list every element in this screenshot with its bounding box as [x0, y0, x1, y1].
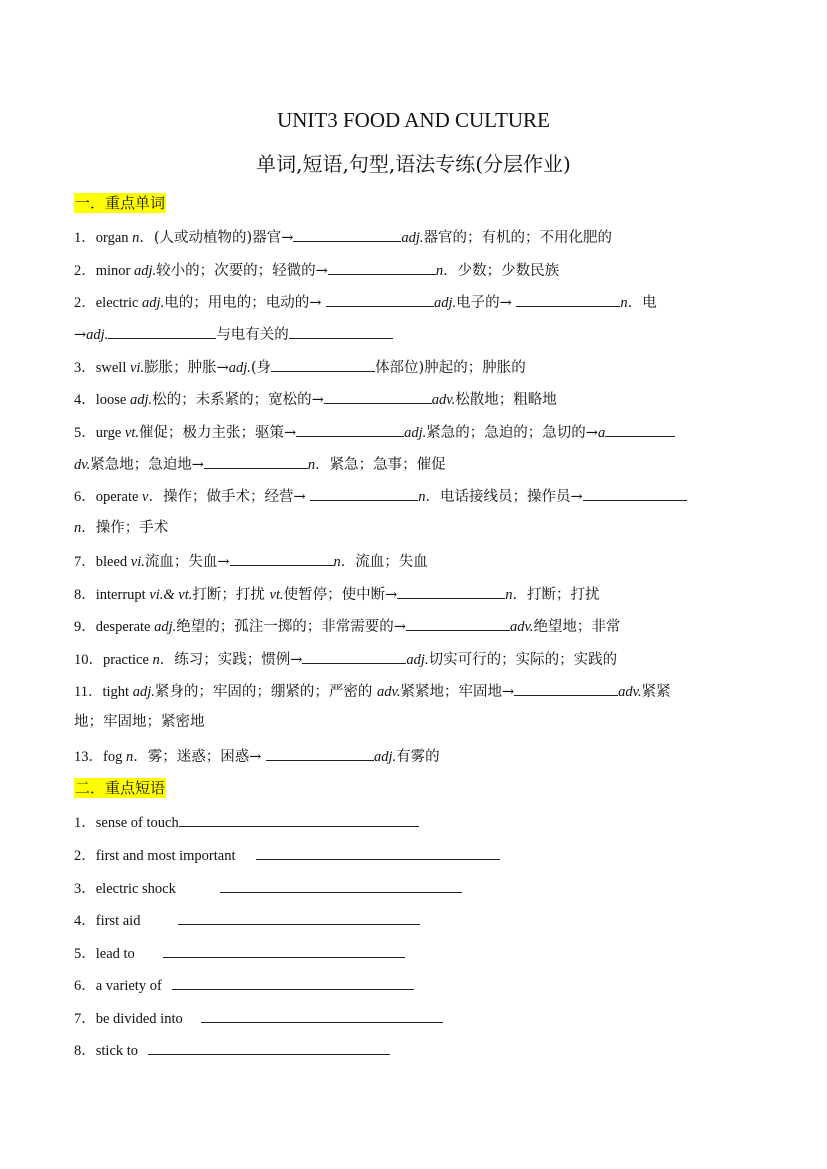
answer-blank[interactable] [266, 745, 374, 761]
pos-label: vt. [124, 425, 139, 441]
word-item-loose [74, 388, 557, 410]
word-text: 流血；失血→ [144, 554, 230, 570]
word-item-tight [74, 680, 671, 702]
word-text: 10．practice [74, 652, 153, 668]
answer-blank[interactable] [179, 811, 419, 827]
word-item-tight-cont [74, 712, 205, 732]
word-item-swell [74, 356, 526, 378]
word-text: ．打断；打扰 [512, 587, 600, 603]
word-text: ．电话接线员；操作员→ [425, 489, 583, 505]
word-text: 使暂停；使中断→ [283, 587, 398, 603]
word-text: 8．interrupt [74, 587, 150, 603]
phrase-item [74, 1007, 443, 1029]
word-item-practice [74, 648, 617, 670]
answer-blank[interactable] [397, 583, 505, 599]
word-text: 紧急地；急迫地→ [90, 457, 204, 473]
pos-label: n [435, 263, 444, 279]
phrase-item [74, 974, 414, 996]
pos-label: v [142, 489, 149, 505]
word-text: 绝望的；孤注一掷的；非常需要的→ [176, 619, 406, 635]
answer-blank[interactable] [230, 550, 334, 566]
word-text: 紧急的；急迫的；急切的→ [426, 425, 598, 441]
pos-label: n [333, 554, 341, 570]
word-text: 1．organ [74, 230, 133, 246]
answer-blank[interactable] [289, 323, 393, 339]
word-item-operate [74, 485, 687, 507]
word-text: 有雾的 [396, 749, 440, 765]
answer-blank[interactable] [163, 942, 405, 958]
phrase-text: 6．a variety of [74, 978, 162, 994]
pos-label: dv. [74, 457, 91, 473]
pos-label: adv. [618, 684, 642, 700]
word-text: 4．loose [74, 392, 130, 408]
answer-blank[interactable] [406, 615, 510, 631]
word-item-operate-cont [74, 518, 168, 538]
word-text: → [74, 327, 87, 343]
phrase-item [74, 877, 462, 899]
answer-blank[interactable] [256, 844, 500, 860]
answer-blank[interactable] [271, 356, 375, 372]
word-text: 器官的；有机的；不用化肥的 [423, 230, 613, 246]
pos-label: n [620, 295, 628, 311]
answer-blank[interactable] [148, 1039, 390, 1055]
pos-label: n [74, 520, 82, 536]
pos-label: n [132, 230, 140, 246]
pos-label: vi.& vt. [149, 587, 193, 603]
phrase-text: 4．first aid [74, 913, 141, 929]
word-text: 6．operate [74, 489, 143, 505]
pos-label: n [125, 749, 134, 765]
phrase-item [74, 942, 405, 964]
word-text: 电的；用电的；电动的→ [164, 295, 326, 311]
pos-label: n [505, 587, 513, 603]
word-text: 9．desperate [74, 619, 155, 635]
word-text: 松散地；粗略地 [455, 392, 557, 408]
pos-label: adj. [373, 749, 397, 765]
phrase-item [74, 844, 500, 866]
phrase-item [74, 909, 420, 931]
answer-blank[interactable] [516, 291, 620, 307]
answer-blank[interactable] [326, 291, 434, 307]
answer-blank[interactable] [201, 1007, 443, 1023]
pos-label: a [597, 425, 606, 441]
phrase-text: 7．be divided into [74, 1011, 183, 1027]
answer-blank[interactable] [328, 259, 436, 275]
pos-label: adj. [86, 327, 109, 343]
word-text: 11．tight [74, 684, 133, 700]
phrase-item [74, 1039, 390, 1061]
answer-blank[interactable] [178, 909, 420, 925]
word-item-urge [74, 421, 675, 443]
word-text: 打断；打扰 [192, 587, 270, 603]
phrase-item [74, 811, 419, 833]
word-text: 2．electric [74, 295, 143, 311]
word-item-fog [74, 745, 440, 767]
pos-label: adj. [142, 295, 165, 311]
phrase-text: 5．lead to [74, 946, 135, 962]
pos-label: vi. [129, 360, 145, 376]
page-title: UNIT3 FOOD AND CULTURE [277, 108, 550, 132]
answer-blank[interactable] [293, 226, 401, 242]
word-text: 电子的→ [456, 295, 517, 311]
word-text: 松的；未系紧的；宽松的→ [152, 392, 324, 408]
pos-label: vi. [130, 554, 145, 570]
pos-label: adj. [406, 652, 429, 668]
word-text: 5．urge [74, 425, 125, 441]
pos-label: adj. [154, 619, 177, 635]
pos-label: adj. [401, 230, 424, 246]
section-heading-words: 一．重点单词 [75, 194, 166, 212]
word-text: 3．swell [74, 360, 130, 376]
pos-label: n [418, 489, 426, 505]
word-text: ．电 [627, 295, 657, 311]
pos-label: adj. [228, 360, 251, 376]
word-text: 地；牢固地；紧密地 [74, 714, 205, 730]
phrase-text: 2．first and most important [74, 848, 236, 864]
word-text: 切实可行的；实际的；实践的 [428, 652, 618, 668]
word-text: 催促；极力主张；驱策→ [138, 425, 297, 441]
pos-label: adj. [433, 295, 457, 311]
answer-blank[interactable] [172, 974, 414, 990]
word-item-minor [74, 259, 559, 281]
word-text: ．练习；实践；惯例→ [159, 652, 303, 668]
word-text: ．雾；迷惑；困惑→ [133, 749, 266, 765]
answer-blank[interactable] [514, 680, 618, 696]
answer-blank[interactable] [310, 485, 418, 501]
answer-blank[interactable] [108, 323, 216, 339]
word-item-electric [74, 291, 657, 313]
pos-label: adj. [129, 392, 153, 408]
pos-label: adv. [431, 392, 456, 408]
phrase-text: 8．stick to [74, 1043, 139, 1059]
section-heading-phrases: 二．重点短语 [75, 779, 166, 797]
pos-label: adj. [404, 425, 427, 441]
answer-blank[interactable] [296, 421, 404, 437]
word-text: 较小的；次要的；轻微的→ [156, 263, 328, 279]
word-text: 7．bleed [74, 554, 131, 570]
word-text: ．操作；手术 [81, 520, 169, 536]
word-text: 体部位)肿起的；肿胀的 [375, 360, 526, 376]
word-text: ．(人或动植物的)器官→ [139, 230, 294, 246]
answer-blank[interactable] [302, 648, 406, 664]
word-text: 膨胀；肿胀→ [144, 360, 229, 376]
word-text: (身 [250, 360, 272, 376]
pos-label: adj. [134, 263, 157, 279]
word-text: ．流血；失血 [340, 554, 428, 570]
pos-label: adv. [509, 619, 534, 635]
answer-blank[interactable] [324, 388, 432, 404]
word-item-interrupt [74, 583, 600, 605]
word-text: 紧紧地；牢固地→ [400, 684, 515, 700]
word-item-desperate [74, 615, 620, 637]
answer-blank[interactable] [204, 453, 308, 469]
word-text: ．操作；做手术；经营→ [148, 489, 311, 505]
answer-blank[interactable] [605, 421, 675, 437]
pos-label: n [307, 457, 316, 473]
pos-label: adv. [376, 684, 401, 700]
phrase-text: 1．sense of touch [74, 815, 179, 831]
word-item-organ [74, 226, 612, 248]
word-item-urge-cont [74, 453, 446, 475]
page-subtitle: 单词,短语,句型,语法专练(分层作业) [256, 152, 571, 176]
word-text: 2．minor [74, 263, 135, 279]
word-text: 紧紧 [641, 684, 671, 700]
pos-label: vt. [269, 587, 284, 603]
word-text: 紧身的；牢固的；绷紧的；严密的 [154, 684, 377, 700]
answer-blank[interactable] [220, 877, 462, 893]
word-text: 13．fog [74, 749, 126, 765]
word-item-bleed [74, 550, 428, 572]
word-text: ．紧急；急事；催促 [315, 457, 446, 473]
word-text: 绝望地；非常 [533, 619, 621, 635]
word-text: ．少数；少数民族 [443, 263, 560, 279]
pos-label: n [152, 652, 160, 668]
pos-label: adj. [132, 684, 155, 700]
word-item-electric-cont [74, 323, 393, 345]
phrase-text: 3．electric shock [74, 881, 176, 897]
word-text: 与电有关的 [216, 327, 289, 343]
answer-blank[interactable] [583, 485, 687, 501]
